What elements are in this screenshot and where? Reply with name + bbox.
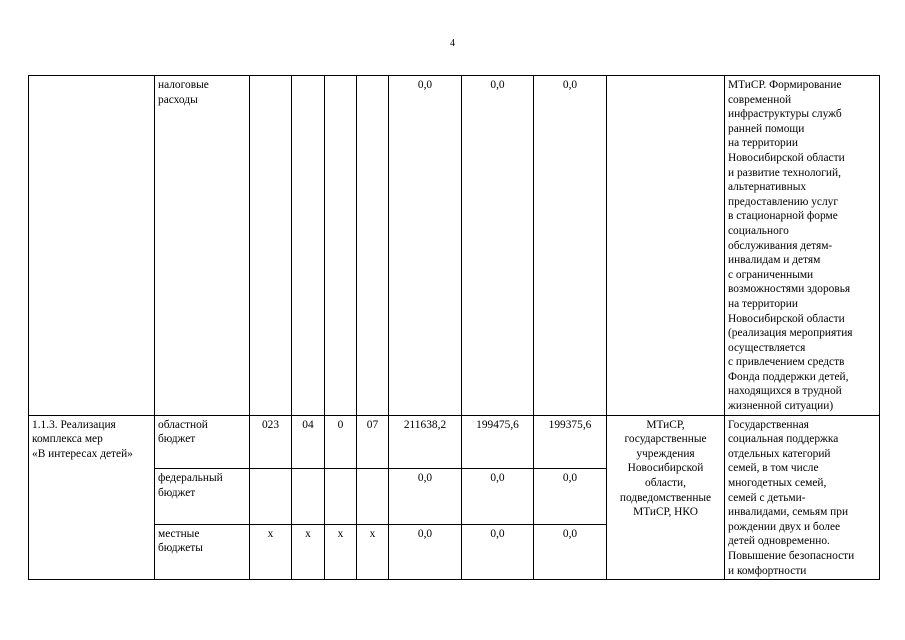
value-cell-year3: 0,0 (534, 524, 607, 580)
funding-source-cell: областной бюджет (155, 415, 250, 468)
value-cell-year2: 0,0 (462, 76, 534, 416)
value-cell-year3: 0,0 (534, 469, 607, 525)
value-cell-year2: 0,0 (462, 524, 534, 580)
table-row (29, 415, 880, 468)
code-cell (250, 76, 292, 416)
value-cell-year2: 0,0 (462, 469, 534, 525)
value-cell-year2: 199475,6 (462, 415, 534, 468)
code-cell: 023 (250, 415, 292, 468)
code-cell (292, 76, 325, 416)
value-cell-year1: 211638,2 (389, 415, 462, 468)
code-cell (325, 469, 357, 525)
code-cell: 0 (325, 415, 357, 468)
expected-result-cell: Государственная социальная поддержка отдельных категорий семей, в том числе многодетных семей, семей с детьми- инвалидами, семьям при рождении двух и более детей одновременно. Повышение безопасности и комфортности (725, 415, 880, 580)
program-table (28, 75, 880, 580)
code-cell: х (357, 524, 389, 580)
code-cell (250, 469, 292, 525)
page-number: 4 (450, 38, 455, 49)
code-cell: х (250, 524, 292, 580)
code-cell (357, 76, 389, 416)
table-row (29, 76, 880, 416)
code-cell (357, 469, 389, 525)
funding-source-cell: федеральный бюджет (155, 469, 250, 525)
measure-name-cell: 1.1.3. Реализация комплекса мер «В интересах детей» (29, 415, 155, 580)
value-cell-year1: 0,0 (389, 76, 462, 416)
code-cell: 04 (292, 415, 325, 468)
code-cell: х (325, 524, 357, 580)
value-cell-year3: 199375,6 (534, 415, 607, 468)
value-cell-year3: 0,0 (534, 76, 607, 416)
measure-name-cell (29, 76, 155, 416)
executor-cell (607, 76, 725, 416)
expected-result-cell: МТиСР. Формирование современной инфраструктуры служб ранней помощи на территории Новосибирской области и развитие технологий, альтернативных предоставлению услуг в стационарной форме социального обслуживания детям- инвалидам и детям с ограниченными возможностями здоровья на территории Новосибирской области (реализация мероприятия осуществляется с привлечением средств Фонда поддержки детей, находящихся в трудной жизненной ситуации) (725, 76, 880, 416)
code-cell (325, 76, 357, 416)
value-cell-year1: 0,0 (389, 524, 462, 580)
value-cell-year1: 0,0 (389, 469, 462, 525)
code-cell: 07 (357, 415, 389, 468)
funding-source-cell: налоговые расходы (155, 76, 250, 416)
executor-cell: МТиСР, государственные учреждения Новосибирской области, подведомственные МТиСР, НКО (607, 415, 725, 580)
code-cell: х (292, 524, 325, 580)
funding-source-cell: местные бюджеты (155, 524, 250, 580)
code-cell (292, 469, 325, 525)
